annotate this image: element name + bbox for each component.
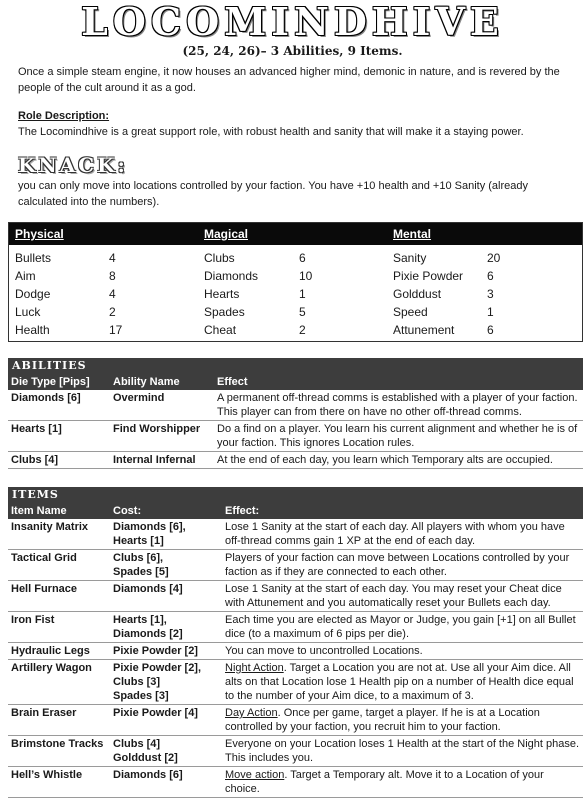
item-name-header: Item Name xyxy=(8,503,110,519)
item-cost-line: Hearts [1], xyxy=(113,614,167,626)
stat-value: 8 xyxy=(109,269,116,283)
ability-effect: Do a find on a player. You learn his current alignment and whether he is of your faction. This ignores Location rules. xyxy=(214,421,583,452)
stat-value: 1 xyxy=(299,287,306,301)
item-effect-text: Lose 1 Sanity at the start of each day. You may reset your Cheat dice with Attunement and you automatically reset your Bullets each day. xyxy=(225,583,562,609)
ability-name: Overmind xyxy=(110,390,214,421)
knack-text: you can only move into locations controlled by your faction. You have +10 health and +10 Sanity (already calculated into the numbers). xyxy=(18,180,529,208)
stat-name: Pixie Powder xyxy=(393,269,464,283)
item-name: Hell Furnace xyxy=(8,581,110,612)
item-cost xyxy=(110,660,222,705)
item-cost-line: Diamonds [6], xyxy=(113,521,186,533)
item-row xyxy=(8,705,583,736)
item-cost-line: Hearts [1] xyxy=(113,535,164,547)
item-effect-text: . Target a Temporary alt. Move it to a Location of your choice. xyxy=(225,769,544,795)
stat-name: Golddust xyxy=(393,287,442,301)
die-type-header: Die Type [Pips] xyxy=(8,374,110,390)
item-cost-line: Clubs [4] xyxy=(113,738,161,750)
item-cost-line: Pixie Powder [2], xyxy=(113,662,202,674)
item-action-type: Move action xyxy=(225,769,285,781)
item-cost-line: Diamonds [6] xyxy=(113,769,183,781)
stat-name: Hearts xyxy=(204,287,240,301)
magical-header: Magical xyxy=(204,227,249,241)
effect-header: Effect xyxy=(214,374,583,390)
item-effect xyxy=(222,519,583,550)
item-cost-line: Pixie Powder [4] xyxy=(113,707,198,719)
item-effect xyxy=(222,660,583,705)
abilities-band-title: ABILITIES xyxy=(12,359,87,372)
item-row xyxy=(8,612,583,643)
item-name: Brain Eraser xyxy=(8,705,110,736)
item-effect xyxy=(222,643,583,660)
item-cost xyxy=(110,705,222,736)
item-row xyxy=(8,519,583,550)
stat-value: 4 xyxy=(109,287,116,301)
stat-value: 2 xyxy=(109,305,116,319)
item-cost-line: Diamonds [2] xyxy=(113,628,183,640)
mental-header: Mental xyxy=(393,227,432,241)
item-cost-line: Diamonds [4] xyxy=(113,583,183,595)
abilities-header-row xyxy=(8,374,583,390)
stat-name: Aim xyxy=(15,269,36,283)
item-cost xyxy=(110,736,222,767)
item-cost-line: Pixie Powder [2] xyxy=(113,645,198,657)
ability-rows xyxy=(8,390,583,469)
item-cost xyxy=(110,581,222,612)
items-band xyxy=(8,487,583,503)
item-name: Iron Fist xyxy=(8,612,110,643)
item-name: Tactical Grid xyxy=(8,550,110,581)
stat-value: 10 xyxy=(299,269,313,283)
item-row xyxy=(8,581,583,612)
abilities-band xyxy=(8,358,583,374)
stat-value: 4 xyxy=(109,251,116,265)
ability-die: Hearts [1] xyxy=(8,421,110,452)
item-row xyxy=(8,767,583,798)
stat-name: Health xyxy=(15,323,50,337)
ability-die: Clubs [4] xyxy=(8,452,110,469)
item-effect-text: Lose 1 Sanity at the start of each day. All players with whom you have off-thread comms gain 1 XP at the end of each day. xyxy=(225,521,565,547)
item-action-type: Night Action xyxy=(225,662,284,674)
item-cost xyxy=(110,612,222,643)
ability-die: Diamonds [6] xyxy=(8,390,110,421)
item-name: Hell’s Whistle xyxy=(8,767,110,798)
item-row xyxy=(8,550,583,581)
stat-name: Bullets xyxy=(15,251,52,265)
item-cost xyxy=(110,643,222,660)
stat-name: Cheat xyxy=(204,323,237,337)
item-effect xyxy=(222,550,583,581)
role-heading: Role Description: xyxy=(18,110,110,122)
item-effect-text: . Once per game, target a player. If he is at a Location controlled by your faction, you recruit him to your faction. xyxy=(225,707,540,733)
physical-header: Physical xyxy=(15,227,64,241)
page-subtitle: (25, 24, 26)– 3 Abilities, 9 Items. xyxy=(182,44,403,58)
ability-row xyxy=(8,421,583,452)
ability-effect: At the end of each day, you learn which Temporary alts are occupied. xyxy=(214,452,583,469)
item-row xyxy=(8,660,583,705)
item-effect xyxy=(222,736,583,767)
item-cost-line: Golddust [2] xyxy=(113,752,178,764)
ability-row xyxy=(8,452,583,469)
item-cost-line: Clubs [6], xyxy=(113,552,164,564)
item-name: Hydraulic Legs xyxy=(8,643,110,660)
item-rows xyxy=(8,519,583,798)
stat-value: 6 xyxy=(487,323,494,337)
item-effect-text: Everyone on your Location loses 1 Health at the start of the Night phase. This includes you. xyxy=(225,738,580,764)
item-row xyxy=(8,643,583,660)
item-name: Artillery Wagon xyxy=(8,660,110,705)
item-effect xyxy=(222,612,583,643)
item-row xyxy=(8,736,583,767)
ability-effect: A permanent off-thread comms is established with a player of your faction. This player can from there on have no other off-thread comms. xyxy=(214,390,583,421)
items-table xyxy=(8,487,583,798)
item-effect xyxy=(222,581,583,612)
page-title: LOCOMINDHIVE xyxy=(81,0,504,44)
stat-name: Clubs xyxy=(204,251,235,265)
stat-name: Diamonds xyxy=(204,269,259,283)
role-text: The Locomindhive is a great support role, with robust health and sanity that will make it a staying power. xyxy=(18,126,524,138)
ability-row xyxy=(8,390,583,421)
item-name: Insanity Matrix xyxy=(8,519,110,550)
stats-table xyxy=(8,222,583,342)
item-cost-line: Spades [5] xyxy=(113,566,169,578)
stat-name: Spades xyxy=(204,305,245,319)
item-name: Brimstone Tracks xyxy=(8,736,110,767)
stat-name: Attunement xyxy=(393,323,455,337)
item-effect-text: . Target a Location you are not at. Use all your Aim dice. All alts on that Location lose 1 Health pip on a number of Health dice equal to the number of your Aim dice, to a maximum of 3. xyxy=(225,662,574,702)
item-effect xyxy=(222,767,583,798)
stat-value: 2 xyxy=(299,323,306,337)
stat-value: 1 xyxy=(487,305,494,319)
stat-value: 5 xyxy=(299,305,306,319)
ability-name: Internal Infernal xyxy=(110,452,214,469)
item-cost xyxy=(110,767,222,798)
stat-name: Luck xyxy=(15,305,41,319)
stats-header xyxy=(9,223,582,245)
item-cost-line: Spades [3] xyxy=(113,690,169,702)
cost-header: Cost: xyxy=(110,503,222,519)
items-header-row xyxy=(8,503,583,519)
stat-value: 3 xyxy=(487,287,494,301)
item-action-type: Day Action xyxy=(225,707,278,719)
item-effect-text: You can move to uncontrolled Locations. xyxy=(225,645,423,657)
stat-value: 6 xyxy=(487,269,494,283)
knack-heading: KNACK: xyxy=(18,153,128,177)
abilities-table xyxy=(8,358,583,469)
stat-name: Dodge xyxy=(15,287,51,301)
role-description-intro: Once a simple steam engine, it now houses an advanced higher mind, demonic in nature, and is revered by the people of the cult around it as a god. xyxy=(18,66,560,94)
ability-name-header: Ability Name xyxy=(110,374,214,390)
stat-value: 20 xyxy=(487,251,501,265)
stat-value: 17 xyxy=(109,323,123,337)
item-cost-line: Clubs [3] xyxy=(113,676,161,688)
item-effect xyxy=(222,705,583,736)
item-effect-text: Players of your faction can move between Locations controlled by your faction as if they are connected to each other. xyxy=(225,552,570,578)
item-effect-header: Effect: xyxy=(222,503,583,519)
item-cost xyxy=(110,519,222,550)
item-cost xyxy=(110,550,222,581)
stat-name: Sanity xyxy=(393,251,427,265)
role-description xyxy=(18,108,573,140)
ability-name: Find Worshipper xyxy=(110,421,214,452)
item-effect-text: Each time you are elected as Mayor or Judge, you gain [+1] on all Bullet dice (to a maximum of 6 pips per die). xyxy=(225,614,576,640)
items-band-title: ITEMS xyxy=(12,488,59,501)
stat-value: 6 xyxy=(299,251,306,265)
stat-name: Speed xyxy=(393,305,428,319)
